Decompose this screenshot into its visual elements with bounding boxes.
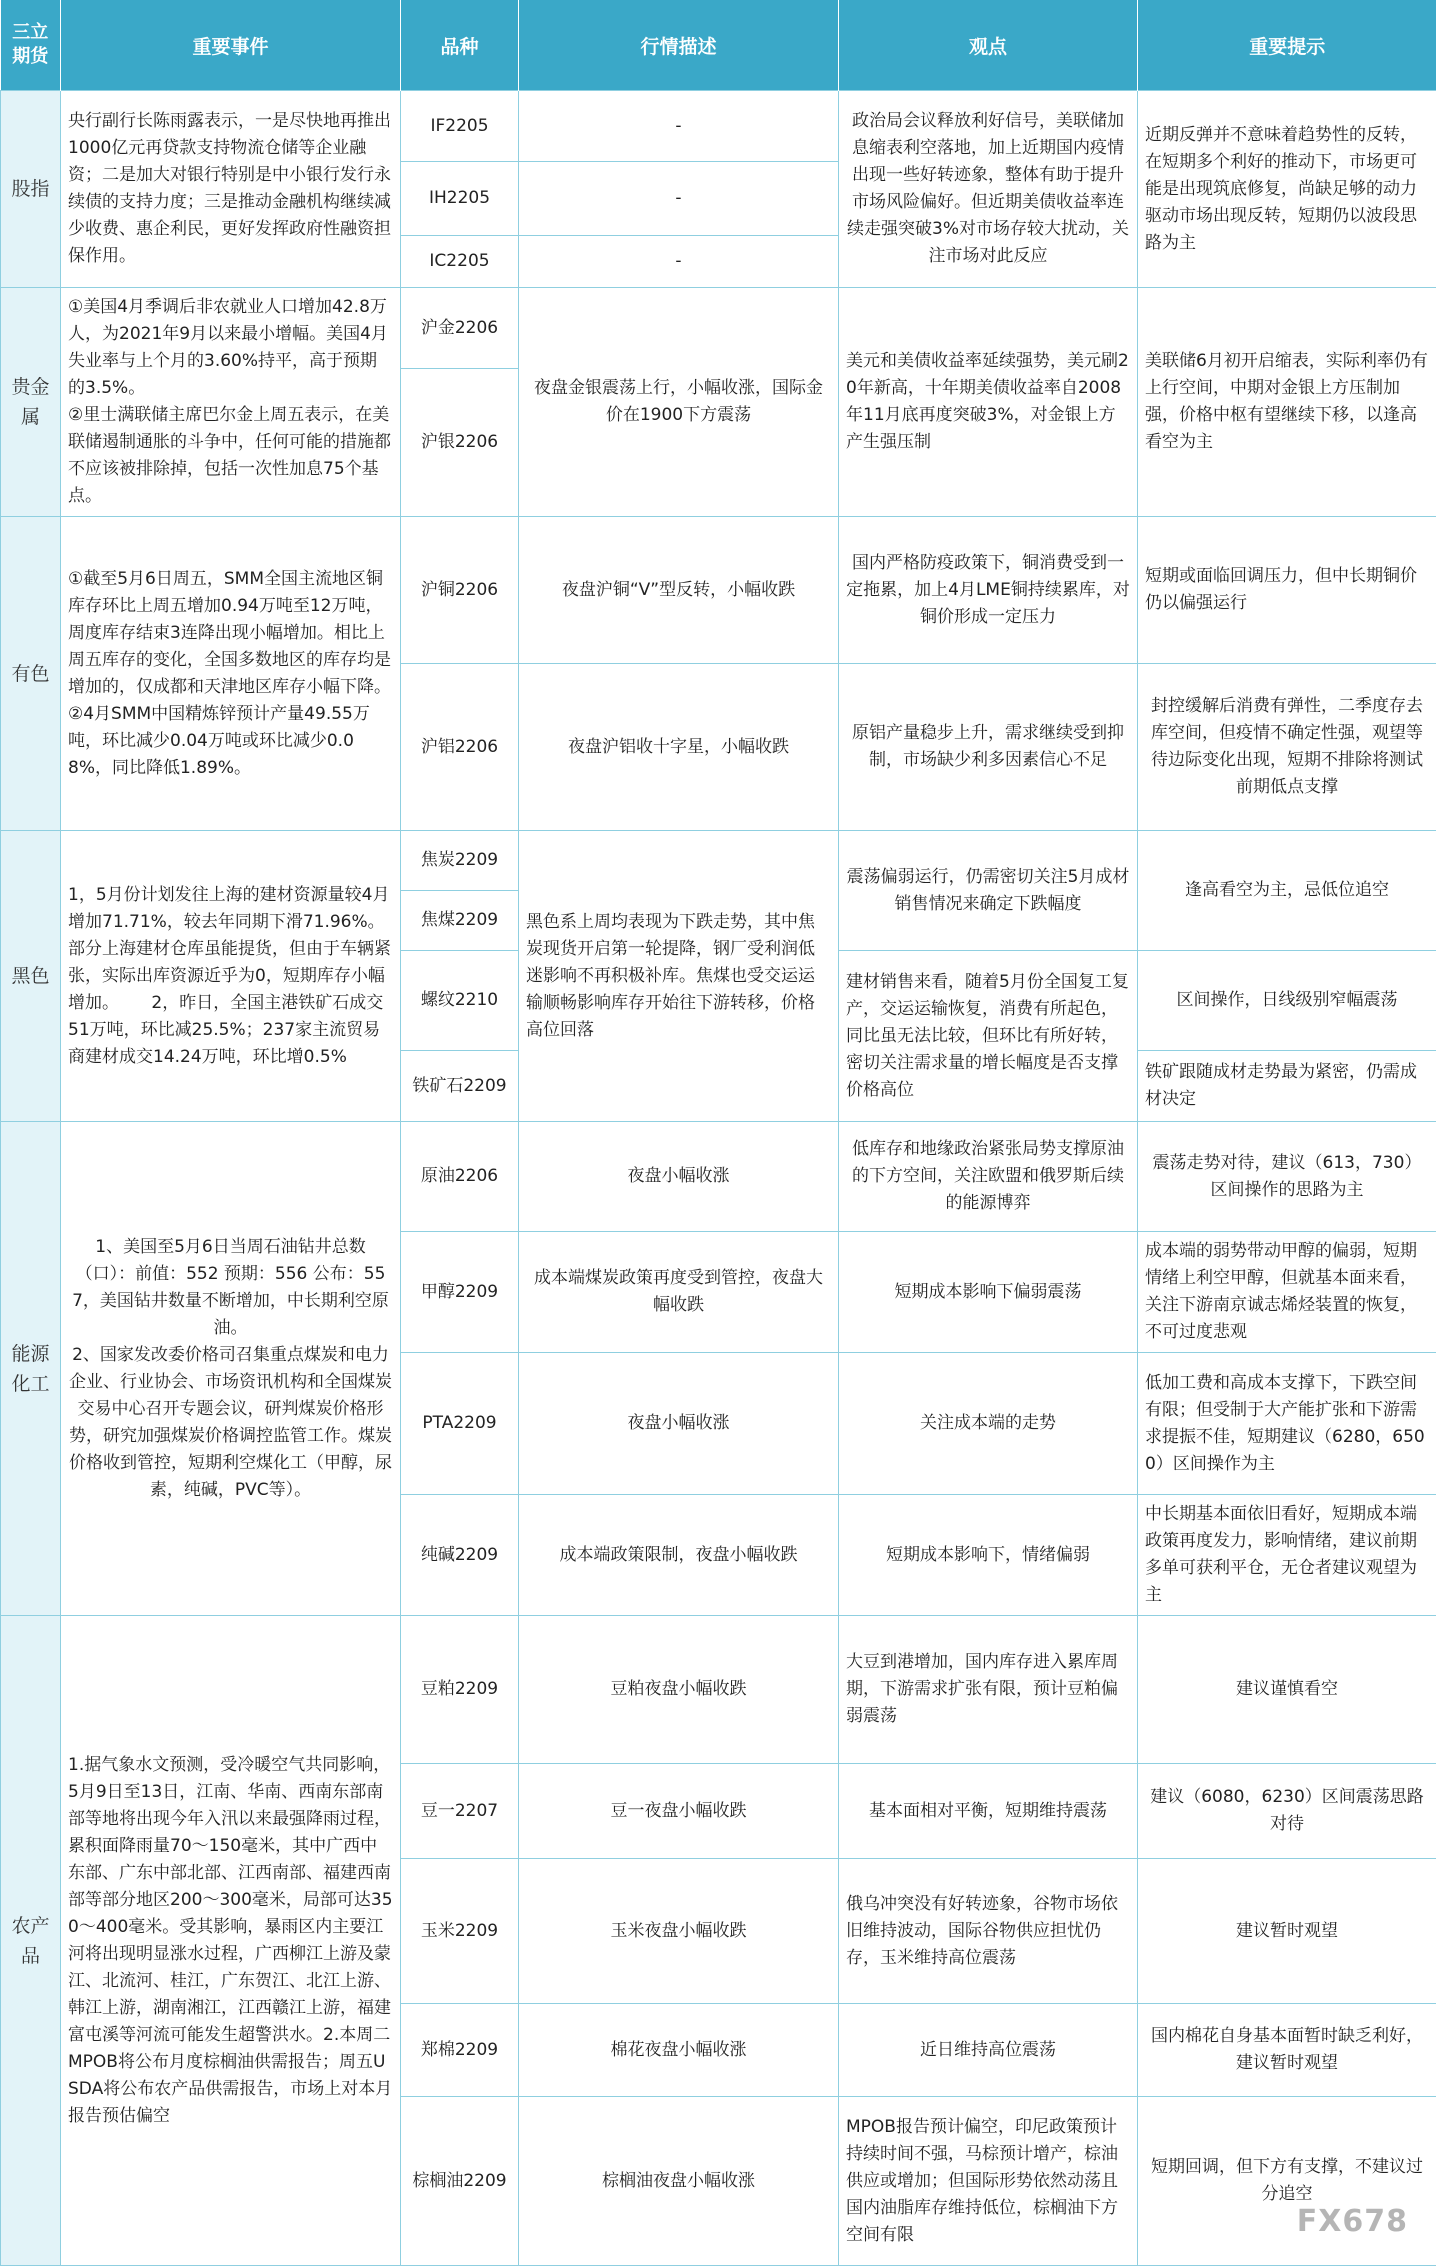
tip-cell: 逢高看空为主，忌低位追空 xyxy=(1138,831,1436,951)
tip-cell: 近期反弹并不意味着趋势性的反转，在短期多个利好的推动下，市场更可能是出现筑底修复，尚缺足够的动力驱动市场出现反转，短期仍以波段思路为主 xyxy=(1138,91,1436,288)
table-row xyxy=(1,1122,1436,1232)
view-cell: 震荡偏弱运行，仍需密切关注5月成材销售情况来确定下跌幅度 xyxy=(839,831,1138,951)
tip-cell: 建议谨慎看空 xyxy=(1138,1616,1436,1764)
market-cell: 豆粕夜盘小幅收跌 xyxy=(519,1616,839,1764)
table-row xyxy=(1,1616,1436,1764)
view-cell: 短期成本影响下，情绪偏弱 xyxy=(839,1495,1138,1616)
category-cell: 能源化工 xyxy=(1,1122,61,1616)
category-cell: 股指 xyxy=(1,91,61,288)
tip-cell: 建议暂时观望 xyxy=(1138,1859,1436,2004)
table-row xyxy=(1,517,1436,664)
product-cell: 螺纹2210 xyxy=(401,951,519,1051)
category-cell: 农产品 xyxy=(1,1616,61,2266)
tip-cell: 成本端的弱势带动甲醇的偏弱，短期情绪上利空甲醇，但就基本面来看，关注下游南京诚志烯烃装置的恢复，不可过度悲观 xyxy=(1138,1232,1436,1353)
event-cell: ①美国4月季调后非农就业人口增加42.8万人，为2021年9月以来最小增幅。美国4月失业率与上个月的3.60%持平，高于预期的3.5%。 ②里士满联储主席巴尔金上周五表示，在美联储遏制通胀的斗争中，任何可能的措施都不应该被排除掉，包括一次性加息75个基点。 xyxy=(61,288,401,517)
watermark-logo: FX678 xyxy=(1297,2204,1408,2239)
market-cell: - xyxy=(519,91,839,162)
view-cell: 关注成本端的走势 xyxy=(839,1353,1138,1495)
tip-cell: 国内棉花自身基本面暂时缺乏利好，建议暂时观望 xyxy=(1138,2004,1436,2097)
market-cell: 棕榈油夜盘小幅收涨 xyxy=(519,2097,839,2266)
product-cell: 郑棉2209 xyxy=(401,2004,519,2097)
market-cell: 夜盘金银震荡上行，小幅收涨，国际金价在1900下方震荡 xyxy=(519,288,839,517)
market-cell: 成本端煤炭政策再度受到管控，夜盘大幅收跌 xyxy=(519,1232,839,1353)
product-cell: 甲醇2209 xyxy=(401,1232,519,1353)
product-cell: IH2205 xyxy=(401,162,519,236)
tip-cell: 美联储6月初开启缩表，实际利率仍有上行空间，中期对金银上方压制加强，价格中枢有望继续下移，以逢高看空为主 xyxy=(1138,288,1436,517)
event-cell: ①截至5月6日周五，SMM全国主流地区铜库存环比上周五增加0.94万吨至12万吨，周度库存结束3连降出现小幅增加。相比上周五库存的变化，全国多数地区的库存均是增加的，仅成都和天津地区库存小幅下降。 ②4月SMM中国精炼锌预计产量49.55万吨，环比减少0.04万吨或环比减少0.08%，同比降低1.89%。 xyxy=(61,517,401,831)
view-cell: 美元和美债收益率延续强势，美元刷20年新高，十年期美债收益率自2008年11月底再度突破3%，对金银上方产生强压制 xyxy=(839,288,1138,517)
market-cell: 玉米夜盘小幅收跌 xyxy=(519,1859,839,2004)
header-events: 重要事件 xyxy=(61,0,401,91)
header-brand: 三立 期货 xyxy=(1,0,61,91)
market-cell: - xyxy=(519,236,839,288)
product-cell: 原油2206 xyxy=(401,1122,519,1232)
header-product: 品种 xyxy=(401,0,519,91)
view-cell: 政治局会议释放利好信号，美联储加息缩表利空落地，加上近期国内疫情出现一些好转迹象，整体有助于提升市场风险偏好。但近期美债收益率连续走强突破3%对市场存较大扰动，关注市场对此反应 xyxy=(839,91,1138,288)
table-row xyxy=(1,831,1436,891)
tip-cell: 低加工费和高成本支撑下，下跌空间有限；但受制于大产能扩张和下游需求提振不佳，短期建议（6280，6500）区间操作为主 xyxy=(1138,1353,1436,1495)
tip-cell: 短期回调，但下方有支撑，不建议过分追空 xyxy=(1138,2097,1436,2266)
view-cell: 短期成本影响下偏弱震荡 xyxy=(839,1232,1138,1353)
header-tips: 重要提示 xyxy=(1138,0,1436,91)
market-cell: 豆一夜盘小幅收跌 xyxy=(519,1764,839,1859)
market-cell: 夜盘沪铝收十字星，小幅收跌 xyxy=(519,664,839,831)
view-cell: 基本面相对平衡，短期维持震荡 xyxy=(839,1764,1138,1859)
market-cell: 夜盘小幅收涨 xyxy=(519,1122,839,1232)
product-cell: 玉米2209 xyxy=(401,1859,519,2004)
product-cell: 焦煤2209 xyxy=(401,891,519,951)
product-cell: 沪铜2206 xyxy=(401,517,519,664)
tip-cell: 铁矿跟随成材走势最为紧密，仍需成材决定 xyxy=(1138,1051,1436,1122)
product-cell: 沪铝2206 xyxy=(401,664,519,831)
header-row xyxy=(1,0,1436,91)
category-cell: 有色 xyxy=(1,517,61,831)
tip-cell: 建议（6080，6230）区间震荡思路对待 xyxy=(1138,1764,1436,1859)
product-cell: 纯碱2209 xyxy=(401,1495,519,1616)
market-cell: 夜盘小幅收涨 xyxy=(519,1353,839,1495)
product-cell: 沪银2206 xyxy=(401,369,519,517)
market-cell: - xyxy=(519,162,839,236)
event-cell: 1，5月份计划发往上海的建材资源量较4月增加71.71%，较去年同期下滑71.96%。部分上海建材仓库虽能提货，但由于车辆紧张，实际出库资源近乎为0，短期库存小幅增加。 2，昨日，全国主港铁矿石成交51万吨，环比减25.5%；237家主流贸易商建材成交14.24万吨，环比增0.5% xyxy=(61,831,401,1122)
view-cell: 国内严格防疫政策下，铜消费受到一定拖累，加上4月LME铜持续累库，对铜价形成一定压力 xyxy=(839,517,1138,664)
tip-cell: 区间操作，日线级别窄幅震荡 xyxy=(1138,951,1436,1051)
tip-cell: 震荡走势对待，建议（613，730）区间操作的思路为主 xyxy=(1138,1122,1436,1232)
event-cell: 1.据气象水文预测，受冷暖空气共同影响，5月9日至13日，江南、华南、西南东部南部等地将出现今年入汛以来最强降雨过程，累积面降雨量70～150毫米，其中广西中东部、广东中部北部、江西南部、福建西南部等部分地区200～300毫米，局部可达350～400毫米。受其影响，暴雨区内主要江河将出现明显涨水过程，广西柳江上游及蒙江、北流河、桂江，广东贺江、北江上游、韩江上游，湖南湘江，江西赣江上游，福建富屯溪等河流可能发生超警洪水。2.本周二MPOB将公布月度棕榈油供需报告；周五USDA将公布农产品供需报告，市场上对本月报告预估偏空 xyxy=(61,1616,401,2266)
view-cell: 建材销售来看，随着5月份全国复工复产，交运运输恢复，消费有所起色，同比虽无法比较，但环比有所好转，密切关注需求量的增长幅度是否支撑价格高位 xyxy=(839,951,1138,1122)
product-cell: 豆一2207 xyxy=(401,1764,519,1859)
view-cell: MPOB报告预计偏空，印尼政策预计持续时间不强，马棕预计增产，棕油供应或增加；但国际形势依然动荡且国内油脂库存维持低位，棕榈油下方空间有限 xyxy=(839,2097,1138,2266)
view-cell: 大豆到港增加，国内库存进入累库周期，下游需求扩张有限，预计豆粕偏弱震荡 xyxy=(839,1616,1138,1764)
category-cell: 黑色 xyxy=(1,831,61,1122)
product-cell: PTA2209 xyxy=(401,1353,519,1495)
table-row xyxy=(1,91,1436,162)
tip-cell: 封控缓解后消费有弹性，二季度存去库空间，但疫情不确定性强，观望等待边际变化出现，短期不排除将测试前期低点支撑 xyxy=(1138,664,1436,831)
market-cell: 成本端政策限制，夜盘小幅收跌 xyxy=(519,1495,839,1616)
market-cell: 棉花夜盘小幅收涨 xyxy=(519,2004,839,2097)
event-cell: 央行副行长陈雨露表示，一是尽快地再推出1000亿元再贷款支持物流仓储等企业融资；二是加大对银行特别是中小银行发行永续债的支持力度；三是推动金融机构继续减少收费、惠企利民，更好发挥政府性融资担保作用。 xyxy=(61,91,401,288)
market-cell: 夜盘沪铜“V”型反转，小幅收跌 xyxy=(519,517,839,664)
table-row xyxy=(1,288,1436,369)
tip-cell: 中长期基本面依旧看好，短期成本端政策再度发力，影响情绪，建议前期多单可获利平仓，无仓者建议观望为主 xyxy=(1138,1495,1436,1616)
product-cell: IC2205 xyxy=(401,236,519,288)
header-view: 观点 xyxy=(839,0,1138,91)
view-cell: 俄乌冲突没有好转迹象，谷物市场依旧维持波动，国际谷物供应担忧仍存，玉米维持高位震荡 xyxy=(839,1859,1138,2004)
product-cell: 焦炭2209 xyxy=(401,831,519,891)
tip-cell: 短期或面临回调压力，但中长期铜价仍以偏强运行 xyxy=(1138,517,1436,664)
market-cell: 黑色系上周均表现为下跌走势，其中焦炭现货开启第一轮提降，钢厂受利润低迷影响不再积极补库。焦煤也受交运运输顺畅影响库存开始往下游转移，价格高位回落 xyxy=(519,831,839,1122)
view-cell: 近日维持高位震荡 xyxy=(839,2004,1138,2097)
product-cell: 棕榈油2209 xyxy=(401,2097,519,2266)
product-cell: IF2205 xyxy=(401,91,519,162)
product-cell: 沪金2206 xyxy=(401,288,519,369)
view-cell: 低库存和地缘政治紧张局势支撑原油的下方空间，关注欧盟和俄罗斯后续的能源博弈 xyxy=(839,1122,1138,1232)
category-cell: 贵金属 xyxy=(1,288,61,517)
product-cell: 豆粕2209 xyxy=(401,1616,519,1764)
header-market: 行情描述 xyxy=(519,0,839,91)
view-cell: 原铝产量稳步上升，需求继续受到抑制，市场缺少利多因素信心不足 xyxy=(839,664,1138,831)
event-cell: 1、美国至5月6日当周石油钻井总数（口）：前值：552 预期：556 公布：557，美国钻井数量不断增加，中长期利空原油。 2、国家发改委价格司召集重点煤炭和电力企业、行业协会、市场资讯机构和全国煤炭交易中心召开专题会议，研判煤炭价格形势，研究加强煤炭价格调控监管工作。煤炭价格收到管控，短期利空煤化工（甲醇，尿素，纯碱，PVC等）。 xyxy=(61,1122,401,1616)
product-cell: 铁矿石2209 xyxy=(401,1051,519,1122)
